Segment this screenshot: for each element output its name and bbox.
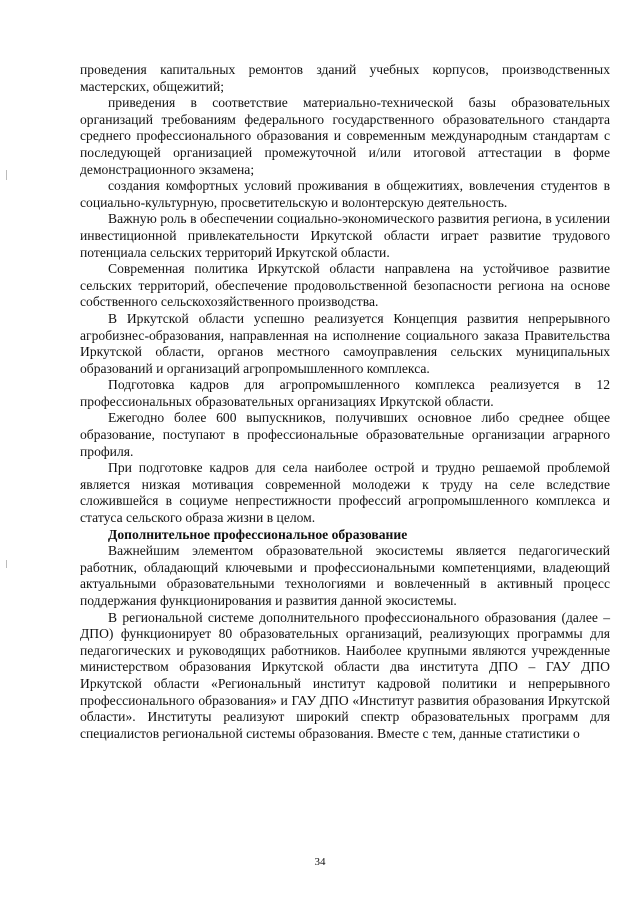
- page-number: 34: [314, 856, 326, 868]
- paragraph: создания комфортных условий проживания в общежитиях, вовлечения студентов в социально-культурную, просветительскую и волонтерскую деятельность.: [80, 178, 610, 210]
- paragraph: Ежегодно более 600 выпускников, получивших основное либо среднее общее образование, поступают в профессиональные образовательные организации аграрного профиля.: [80, 410, 610, 459]
- paragraph: Подготовка кадров для агропромышленного комплекса реализуется в 12 профессиональных образовательных организациях Иркутской области.: [80, 377, 610, 409]
- scan-margin-mark: [6, 170, 7, 180]
- paragraph: Современная политика Иркутской области направлена на устойчивое развитие сельских территорий, обеспечение продовольственной безопасности региона на основе собственного сельскохозяйственного производства.: [80, 261, 610, 310]
- scan-margin-mark: [6, 560, 7, 568]
- paragraph: Важную роль в обеспечении социально-экономического развития региона, в усилении инвестиционной привлекательности Иркутской области играет развитие трудового потенциала сельских территорий Иркутской области.: [80, 211, 610, 260]
- paragraph: приведения в соответствие материально-технической базы образовательных организаций требованиям федерального государственного образовательного стандарта среднего профессионального образования и современным международным стандартам с последующей организацией промежуточной и/или итоговой аттестации в форме демонстрационного экзамена;: [80, 95, 610, 177]
- paragraph: Важнейшим элементом образовательной экосистемы является педагогический работник, обладающий ключевыми и профессиональными компетенциями, владеющий актуальными образовательными технологиями и вовлеченный в активный процесс поддержания функционирования и развития данной экосистемы.: [80, 543, 610, 608]
- paragraph: проведения капитальных ремонтов зданий учебных корпусов, производственных мастерских, общежитий;: [80, 62, 610, 94]
- paragraph: При подготовке кадров для села наиболее острой и трудно решаемой проблемой является низкая мотивация современной молодежи к труду на селе вследствие сложившейся в социуме непрестижности профессий агропромышленного комплекса и статуса сельского образа жизни в целом.: [80, 460, 610, 526]
- paragraph: В Иркутской области успешно реализуется Концепция развития непрерывного агробизнес-образования, направленная на исполнение социального заказа Правительства Иркутской области, органов местного самоуправления сельских муниципальных образований и организаций агропромышленного комплекса.: [80, 310, 610, 376]
- section-heading: Дополнительное профессиональное образование: [108, 526, 408, 542]
- paragraph: В региональной системе дополнительного профессионального образования (далее – ДПО) функционирует 80 образовательных организаций, реализующих программы для педагогических и руководящих работников. Наиболее крупными являются учрежденные министерством образования Иркутской области два института ДПО – ГАУ ДПО Иркутской области «Региональный институт кадровой политики и непрерывного профессионального образования» и ГАУ ДПО «Институт развития образования Иркутской области». Институты реализуют широкий спектр образовательных программ для специалистов региональной системы образования. Вместе с тем, данные статистики о: [80, 609, 610, 741]
- document-body: [80, 62, 610, 742]
